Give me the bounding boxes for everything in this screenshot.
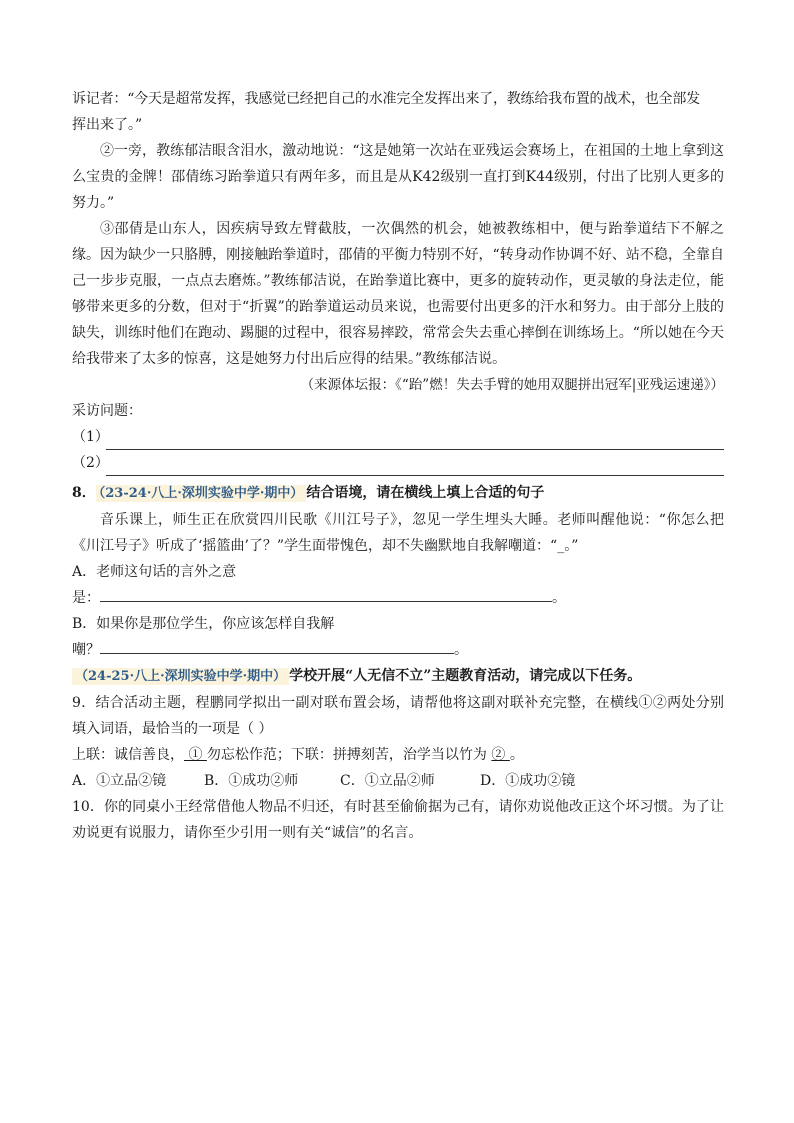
question-8-b-end: 。: [454, 642, 468, 658]
option-a[interactable]: A．①立品②镜: [72, 773, 167, 789]
section-title: 学校开展“人无信不立”主题教育活动，请完成以下任务。: [289, 668, 642, 684]
option-d[interactable]: D．①成功②镜: [480, 773, 576, 789]
passage-line-1: 诉记者：“今天是超常发挥，我感觉已经把自己的水准完全发挥出来了，教练给我布置的战术，也全部发: [72, 91, 700, 107]
question-8-b-prefix: 嘲？: [72, 642, 100, 658]
question-8-a-end: 。: [552, 590, 566, 606]
section-source-tag: （24-25·八上·深圳实验中学·期中）: [72, 668, 289, 685]
question-8-b-answer-line[interactable]: [72, 637, 724, 663]
question-8-prompt: 结合语境，请在横线上填上合适的句子: [306, 485, 545, 501]
question-9-text: 9．结合活动主题，程鹏同学拟出一副对联布置会场，请帮他将这副对联补充完整，在横线①②两处分别填入词语，最恰当的一项是（ ）: [72, 695, 724, 737]
question-8-b-blank[interactable]: [100, 639, 454, 654]
question-10-text: 10．你的同桌小王经常借他人物品不归还，有时甚至偷偷据为己有，请你劝说他改正这个坏习惯。为了让劝说更有说服力，请你至少引用一则有关“诚信”的名言。: [72, 799, 724, 841]
option-b[interactable]: B．①成功②师: [204, 773, 299, 789]
couplet-blank-1[interactable]: ①: [184, 747, 207, 763]
interview-label: 采访问题：: [72, 403, 142, 419]
question-8-a-label: A．老师这句话的言外之意: [72, 564, 237, 580]
question-8-header: [72, 480, 724, 507]
interview-answer-line-2[interactable]: [72, 450, 724, 476]
question-8-a-prefix: 是：: [72, 590, 100, 606]
question-9-options: [72, 768, 724, 794]
couplet-part-1: 上联：诚信善良，: [72, 747, 184, 763]
couplet-blank-2[interactable]: ②: [491, 747, 510, 763]
question-8-text: 音乐课上，师生正在欣赏四川民歌《川江号子》，忽见一学生埋头大睡。老师叫醒他说：“你怎么把《川江号子》听成了‘摇篮曲’了？”学生面带愧色，却不失幽默地自我解嘲道：“_。”: [72, 512, 724, 554]
passage-line-2: 挥出来了。”: [72, 117, 143, 133]
couplet-part-3: 。: [509, 747, 524, 763]
passage-source: （来源体坛报：《“跆”燃！失去手臂的她用双腿拼出冠军|亚残运速递》）: [300, 377, 724, 393]
option-c[interactable]: C．①立品②师: [340, 773, 435, 789]
question-8-number: 8．: [72, 485, 96, 501]
interview-q1-number: （1）: [72, 429, 109, 445]
interview-q2-number: （2）: [72, 455, 109, 471]
answer-rule[interactable]: [106, 432, 724, 450]
answer-rule[interactable]: [106, 458, 724, 476]
interview-answer-line-1[interactable]: [72, 424, 724, 450]
section-header: [72, 663, 724, 690]
question-8-a-blank[interactable]: [100, 587, 552, 602]
passage-paragraph-2: ②一旁，教练郁洁眼含泪水，激动地说：“这是她第一次站在亚残运会赛场上，在祖国的土地上拿到这么宝贵的金牌！邵倩练习跆拳道只有两年多，而且是从K42级别一直打到K44级别，付出了比别人更多的努力。”: [72, 143, 724, 211]
question-8-a-answer-line[interactable]: [72, 585, 724, 611]
question-9-couplet: [72, 742, 724, 768]
question-8-b-label: B．如果你是那位学生，你应该怎样自我解: [72, 616, 335, 632]
question-8-source-tag: （23-24·八上·深圳实验中学·期中）: [96, 485, 307, 502]
document-page: [72, 86, 724, 846]
passage-paragraph-3: ③邵倩是山东人，因疾病导致左臂截肢，一次偶然的机会，她被教练相中，便与跆拳道结下不解之缘。因为缺少一只胳膊，刚接触跆拳道时，邵倩的平衡力特别不好，“转身动作协调不好、站不稳，全靠自己一步步克服，一点点去磨炼。”教练郁洁说，在跆拳道比赛中，更多的旋转动作，更灵敏的身法走位，能够带来更多的分数，但对于“折翼”的跆拳道运动员来说，也需要付出更多的汗水和努力。由于部分上肢的缺失，训练时他们在跑动、踢腿的过程中，很容易摔跤，常常会失去重心摔倒在训练场上。“所以她在今天给我带来了太多的惊喜，这是她努力付出后应得的结果。”教练郁洁说。: [72, 221, 724, 367]
couplet-part-2: 勿忘松作范；下联：拼搏刻苦，治学当以竹为: [206, 747, 492, 763]
